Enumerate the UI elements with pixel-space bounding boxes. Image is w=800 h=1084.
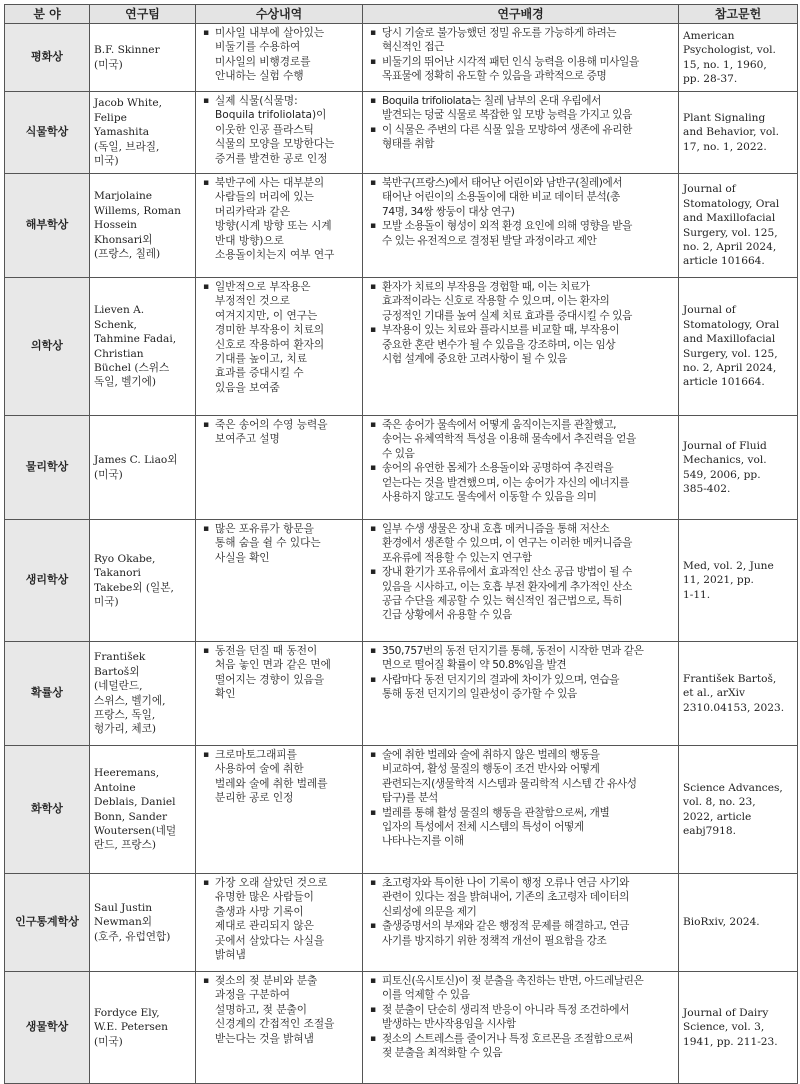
text-line: 소용돌이치는지 여부 연구 xyxy=(215,249,335,262)
table-row xyxy=(5,874,798,972)
award-cell xyxy=(196,642,363,746)
header-team: 연구팀 xyxy=(90,5,196,24)
bullet-list xyxy=(200,94,358,166)
bullet-item xyxy=(382,522,674,565)
bullet-list xyxy=(200,876,358,962)
text-line: 경미한 부작용이 치료의 xyxy=(215,324,325,337)
bullet-list xyxy=(367,748,674,849)
field-cell: 화학상 xyxy=(5,746,90,874)
text-line: 미국) xyxy=(94,595,119,608)
bullet-item xyxy=(382,673,674,702)
bullet-item xyxy=(382,55,674,84)
text-line: 탐구)를 분석 xyxy=(382,792,438,805)
table-row xyxy=(5,520,798,642)
research-table xyxy=(4,4,798,1084)
text-line: 곳에서 살았다는 사실을 xyxy=(215,934,325,947)
bullet-list xyxy=(200,522,358,565)
text-line: Stomatology, Oral xyxy=(683,318,780,331)
field-cell: 해부학상 xyxy=(5,174,90,278)
text-line: pp. 28-37. xyxy=(683,72,738,85)
bullet-list xyxy=(200,280,358,395)
text-line: Newman외 xyxy=(94,916,153,929)
text-line: et al., arXiv xyxy=(683,687,745,700)
text-line: 발견되는 덩굴 식물로 복잡한 잎 모방 능력을 가지고 있음 xyxy=(382,109,632,122)
bullet-item xyxy=(382,1032,674,1061)
text-line: 미사일의 비행경로를 xyxy=(215,55,311,68)
text-line: 비교하여, 활성 물질의 행동이 조건 반사와 어떻게 xyxy=(382,763,600,776)
text-line: Journal of Dairy xyxy=(683,1006,769,1019)
text-line: 사기를 방지하기 위한 정책적 개선이 필요함을 강조 xyxy=(382,934,607,947)
text-line: 혁신적인 접근 xyxy=(382,41,444,54)
text-line: no. 2, April 2024, xyxy=(683,240,777,253)
text-line: 1-11. xyxy=(683,588,711,601)
text-line: Fordyce Ely, xyxy=(94,1006,160,1019)
background-cell xyxy=(363,874,679,972)
text-line: František xyxy=(94,651,146,664)
text-line: 사용하여 술에 취한 xyxy=(215,763,304,776)
text-line: Journal of xyxy=(683,304,736,317)
text-line: 신호로 작용하여 환자의 xyxy=(215,338,325,351)
bullet-list xyxy=(367,974,674,1060)
text-line: 이를 억제할 수 있음 xyxy=(382,989,470,1002)
text-line: ▪ 장내 환기가 포유류에서 효과적인 산소 공급 방법이 될 수 xyxy=(382,566,632,579)
text-line: 사용하지 않고도 물속에서 이동할 수 있음을 의미 xyxy=(382,491,597,504)
team-cell xyxy=(90,24,196,92)
text-line: ▪ 실제 식물(식물명: xyxy=(215,95,298,107)
reference-cell xyxy=(679,416,798,520)
bullet-item xyxy=(382,748,674,806)
text-line: 부정적인 것으로 xyxy=(215,295,291,308)
text-line: Surgery, vol. 125, xyxy=(683,226,778,239)
text-line: 2022, article xyxy=(683,810,752,823)
text-line: ▪ 350,757번의 동전 던지기를 통해, 동전이 시작한 면과 같은 xyxy=(382,645,644,657)
text-line: BioRxiv, 2024. xyxy=(683,916,760,929)
text-line: 밝혀냄 xyxy=(215,949,246,962)
bullet-item xyxy=(215,522,358,565)
text-line: František Bartoš, xyxy=(683,672,777,685)
bullet-item xyxy=(382,94,674,123)
text-line: 17, no. 1, 2022. xyxy=(683,140,767,153)
text-line: Takanori xyxy=(94,567,141,580)
text-line: 비둘기를 수용하여 xyxy=(215,41,301,54)
header-award: 수상내역 xyxy=(196,5,363,24)
bullet-item xyxy=(382,974,674,1003)
text-line: Christian xyxy=(94,347,144,360)
text-line: ▪ 환자가 치료의 부작용을 경험할 때, 이는 치료가 xyxy=(382,281,590,293)
award-cell xyxy=(196,874,363,972)
reference-cell xyxy=(679,874,798,972)
bullet-list xyxy=(367,26,674,84)
text-line: 머리카락과 같은 xyxy=(215,205,291,218)
team-cell xyxy=(90,642,196,746)
text-line: 중요한 혼란 변수가 될 수 있음을 강조하며, 이는 임상 xyxy=(382,338,616,351)
text-line: 출생과 사망 기록이 xyxy=(215,905,304,918)
text-line: ▪ 초고령자와 특이한 나이 기록이 행정 오류나 연금 사기와 xyxy=(382,877,629,889)
text-line: and Maxillofacial xyxy=(683,212,776,225)
text-line: 란드, 프랑스) xyxy=(94,839,157,852)
text-line: ▪ 크로마토그래피를 xyxy=(215,749,297,761)
bullet-item xyxy=(215,644,358,702)
award-cell xyxy=(196,520,363,642)
table-row xyxy=(5,278,798,416)
text-line: ▪ 당시 기술로 불가능했던 정밀 유도를 가능하게 하려는 xyxy=(382,27,617,39)
background-cell xyxy=(363,520,679,642)
bullet-list xyxy=(200,176,358,262)
text-line: Tahmine Fadai, xyxy=(94,333,177,346)
bullet-item xyxy=(215,748,358,806)
text-line: 헝가리, 체코) xyxy=(94,723,157,736)
text-line: 확인 xyxy=(215,688,236,701)
text-line: 보여주고 설명 xyxy=(215,433,280,446)
reference-cell xyxy=(679,520,798,642)
text-line: 독일, 벨기에) xyxy=(94,376,157,389)
text-line: 여겨지지만, 이 연구는 xyxy=(215,309,318,322)
table-row xyxy=(5,174,798,278)
text-line: ▪ 벌레를 통해 활성 물질의 행동을 관찰함으로써, 개별 xyxy=(382,806,610,819)
text-line: 효과를 증대시킬 수 xyxy=(215,367,304,380)
text-line: 385-402. xyxy=(683,482,731,495)
text-line: 분리한 공로 인정 xyxy=(215,792,294,805)
text-line: 긍정적인 기대를 높여 실제 치료 효과를 증대시킬 수 있음 xyxy=(382,309,632,322)
bullet-item xyxy=(382,565,674,623)
bullet-list xyxy=(367,94,674,152)
team-cell xyxy=(90,174,196,278)
bullet-item xyxy=(382,280,674,323)
text-line: W.E. Petersen xyxy=(94,1021,168,1034)
bullet-item xyxy=(382,123,674,152)
text-line: 이웃한 인공 플라스틱 xyxy=(215,123,314,136)
reference-cell xyxy=(679,92,798,174)
bullet-item xyxy=(215,176,358,262)
text-line: and Behavior, vol. xyxy=(683,126,779,139)
text-line: Stomatology, Oral xyxy=(683,197,780,210)
text-line: 방향(시계 방향 또는 시계 xyxy=(215,220,332,233)
text-line: 목표물에 정확히 유도할 수 있음을 과학적으로 증명 xyxy=(382,70,607,83)
text-line: (호주, 유럽연합) xyxy=(94,930,171,943)
award-cell xyxy=(196,746,363,874)
bullet-item xyxy=(215,974,358,1046)
text-line: Boquila trifoliolata)이 xyxy=(215,109,327,122)
reference-cell xyxy=(679,24,798,92)
text-line: ▪ 젖소의 스트레스를 줄이거나 특정 호르몬을 조절함으로써 xyxy=(382,1032,633,1045)
text-line: 설명하고, 젖 분출이 xyxy=(215,1003,307,1016)
text-line: Büchel (스위스 xyxy=(94,361,170,374)
team-cell xyxy=(90,416,196,520)
bullet-list xyxy=(367,522,674,623)
award-cell xyxy=(196,972,363,1084)
text-line: 관련이 있다는 점을 밝혀내어, 기존의 초고령자 데이터의 xyxy=(382,891,629,904)
reference-cell xyxy=(679,174,798,278)
bullet-item xyxy=(215,876,358,962)
bullet-item xyxy=(382,644,674,673)
text-line: Hossein xyxy=(94,219,137,232)
text-line: 안내하는 실험 수행 xyxy=(215,70,304,83)
background-cell xyxy=(363,416,679,520)
text-line: James C. Liao외 xyxy=(94,454,178,467)
text-line: ▪ 미사일 내부에 살아있는 xyxy=(215,27,325,39)
text-line: 면으로 떨어질 확률이 약 50.8%임을 발견 xyxy=(382,659,567,672)
text-line: 발생하는 반사작용임을 시사함 xyxy=(382,1018,516,1031)
text-line: ▪ 송어의 유연한 몸체가 소용돌이와 공명하여 추진력을 xyxy=(382,462,614,475)
text-line: Woutersen(네덜 xyxy=(94,824,177,837)
text-line: 제대로 관리되지 않은 xyxy=(215,920,314,933)
text-line: Schenk, xyxy=(94,318,137,331)
text-line: ▪ 젖 분출이 단순히 생리적 반응이 아니라 특정 조건하에서 xyxy=(382,1003,629,1016)
text-line: 젖 분출을 최적화할 수 있음 xyxy=(382,1047,503,1060)
reference-cell xyxy=(679,278,798,416)
field-cell: 식물학상 xyxy=(5,92,90,174)
text-line: 효과적이라는 신호로 작용할 수 있으며, 이는 환자의 xyxy=(382,295,610,308)
text-line: 관련되는지(생물학적 시스템과 물리학적 시스템 간 유사성 xyxy=(382,777,637,790)
text-line: American xyxy=(683,29,735,42)
team-cell xyxy=(90,874,196,972)
text-line: Saul Justin xyxy=(94,901,153,914)
text-line: article 101664. xyxy=(683,376,765,389)
team-cell xyxy=(90,520,196,642)
text-line: 얻는다는 것을 발견했으며, 이는 송어가 자신의 에너지를 xyxy=(382,476,629,489)
team-cell xyxy=(90,92,196,174)
text-line: 형태를 취함 xyxy=(382,138,435,151)
background-cell xyxy=(363,972,679,1084)
field-cell: 생물학상 xyxy=(5,972,90,1084)
award-cell xyxy=(196,416,363,520)
table-row xyxy=(5,642,798,746)
text-line: 긴급 상황에서 유용할 수 있음 xyxy=(382,609,512,622)
text-line: 사실을 확인 xyxy=(215,551,270,564)
text-line: 74명, 34쌍 쌍둥이 대상 연구) xyxy=(382,205,515,218)
text-line: 증거를 발견한 공로 인정 xyxy=(215,152,328,165)
text-line: Deblais, Daniel xyxy=(94,796,176,809)
text-line: 15, no. 1, 1960, xyxy=(683,58,767,71)
text-line: Journal of xyxy=(683,183,736,196)
bullet-item xyxy=(382,323,674,366)
text-line: ▪ 젖소의 젖 분비와 분출 xyxy=(215,975,318,987)
text-line: 포유류에 적용할 수 있는지 연구함 xyxy=(382,551,532,564)
background-cell xyxy=(363,278,679,416)
text-line: 식물의 모양을 모방한다는 xyxy=(215,138,335,151)
text-line: 기대를 높이고, 치료 xyxy=(215,353,307,366)
bullet-item xyxy=(382,26,674,55)
text-line: (독일, 브라질, xyxy=(94,140,160,153)
text-line: Science, vol. 3, xyxy=(683,1021,765,1034)
text-line: Mechanics, vol. xyxy=(683,454,767,467)
header-row xyxy=(5,5,798,24)
text-line: 549, 2006, pp. xyxy=(683,468,761,481)
text-line: (미국) xyxy=(94,1035,123,1048)
award-cell xyxy=(196,92,363,174)
text-line: 신뢰성에 의문을 제기 xyxy=(382,905,477,918)
text-line: (네덜란드, xyxy=(94,680,143,693)
bullet-item xyxy=(382,219,674,248)
text-line: Science Advances, xyxy=(683,781,783,794)
text-line: ▪ 부작용이 있는 치료와 플라시보를 비교할 때, 부작용이 xyxy=(382,324,620,337)
text-line: Jacob White, xyxy=(94,97,163,110)
text-line: Heeremans, xyxy=(94,767,160,780)
text-line: 있음을 시사하고, 이는 호흡 부전 환자에게 추가적인 산소 xyxy=(382,580,632,593)
bullet-item xyxy=(382,1003,674,1032)
text-line: ▪ 일부 수생 생물은 장내 호흡 메커니즘을 통해 저산소 xyxy=(382,523,610,535)
text-line: ▪ 죽은 송어가 물속에서 어떻게 움직이는지를 관찰했고, xyxy=(382,419,617,431)
text-line: Bonn, Sander xyxy=(94,810,168,823)
reference-cell xyxy=(679,746,798,874)
bullet-item xyxy=(215,418,358,447)
text-line: Felipe xyxy=(94,111,127,124)
text-line: 2310.04153, 2023. xyxy=(683,701,785,714)
bullet-list xyxy=(367,176,674,248)
text-line: 입자의 특성에서 전체 시스템의 특성이 어떻게 xyxy=(382,821,584,834)
bullet-item xyxy=(382,461,674,504)
text-line: ▪ 모발 소용돌이 형성이 외적 환경 요인에 의해 영향을 받을 xyxy=(382,220,632,233)
text-line: Marjolaine xyxy=(94,190,153,203)
field-cell: 의학상 xyxy=(5,278,90,416)
bullet-list xyxy=(367,876,674,948)
text-line: (프랑스, 칠레) xyxy=(94,248,161,261)
table-row xyxy=(5,972,798,1084)
text-line: 태어난 어린이의 소용돌이에 대한 비교 데이터 분석(총 xyxy=(382,191,620,204)
text-line: and Maxillofacial xyxy=(683,333,776,346)
text-line: 프랑스, 독일, xyxy=(94,708,156,721)
text-line: 환경에서 생존할 수 있으며, 이 연구는 이러한 메커니즘을 xyxy=(382,537,632,550)
bullet-item xyxy=(382,876,674,919)
text-line: 반대 방향)으로 xyxy=(215,234,284,247)
table-body xyxy=(5,24,798,1084)
award-cell xyxy=(196,174,363,278)
text-line: eabj7918. xyxy=(683,824,736,837)
background-cell xyxy=(363,24,679,92)
bullet-list xyxy=(200,974,358,1046)
bullet-item xyxy=(382,919,674,948)
text-line: 과정을 구분하여 xyxy=(215,989,291,1002)
text-line: article 101664. xyxy=(683,255,765,268)
reference-cell xyxy=(679,972,798,1084)
text-line: Psychologist, vol. xyxy=(683,44,776,57)
text-line: (미국) xyxy=(94,58,123,71)
text-line: ▪ 비둘기의 뛰어난 시각적 패턴 인식 능력을 이용해 미사일을 xyxy=(382,55,639,68)
text-line: vol. 8, no. 23, xyxy=(683,796,756,809)
bullet-item xyxy=(215,26,358,84)
header-field: 분 야 xyxy=(5,5,90,24)
text-line: Khonsari외 xyxy=(94,233,153,246)
text-line: 유명한 많은 사람들이 xyxy=(215,891,314,904)
field-cell: 생리학상 xyxy=(5,520,90,642)
text-line: ▪ 가장 오래 살았던 것으로 xyxy=(215,877,328,889)
text-line: 통해 숨을 쉴 수 있다는 xyxy=(215,537,321,550)
text-line: (미국) xyxy=(94,468,123,481)
text-line: Journal of Fluid xyxy=(683,439,767,452)
text-line: 11, 2021, pp. xyxy=(683,574,754,587)
text-line: ▪ 동전을 던질 때 동전이 xyxy=(215,645,318,657)
bullet-list xyxy=(200,748,358,806)
team-cell xyxy=(90,972,196,1084)
text-line: 받는다는 것을 밝혀냄 xyxy=(215,1032,314,1045)
text-line: 있음을 보여줌 xyxy=(215,381,280,394)
background-cell xyxy=(363,642,679,746)
award-cell xyxy=(196,278,363,416)
bullet-item xyxy=(215,280,358,395)
text-line: 떨어지는 경향이 있음을 xyxy=(215,673,325,686)
reference-cell xyxy=(679,642,798,746)
text-line: 나타나는지를 이해 xyxy=(382,835,464,848)
field-cell: 확률상 xyxy=(5,642,90,746)
award-cell xyxy=(196,24,363,92)
text-line: Ryo Okabe, xyxy=(94,552,156,565)
header-background: 연구배경 xyxy=(363,5,679,24)
text-line: Antoine xyxy=(94,781,136,794)
background-cell xyxy=(363,92,679,174)
text-line: Med, vol. 2, June xyxy=(683,559,774,572)
text-line: 신경계의 간접적인 조절을 xyxy=(215,1018,335,1031)
text-line: ▪ 많은 포유류가 항문을 xyxy=(215,523,314,535)
text-line: 벌레와 술에 취한 벌레를 xyxy=(215,777,328,790)
text-line: Takebe외 (일본, xyxy=(94,581,174,594)
text-line: ▪ 이 식물은 주변의 다른 식물 잎을 모방하여 생존에 유리한 xyxy=(382,123,632,136)
text-line: 스위스, 벨기에, xyxy=(94,694,166,707)
text-line: Surgery, vol. 125, xyxy=(683,347,778,360)
text-line: 시험 설계에 중요한 고려사항이 될 수 있음 xyxy=(382,353,567,366)
text-line: ▪ 북반구(프랑스)에서 태어난 어린이와 남반구(칠레)에서 xyxy=(382,177,623,189)
bullet-list xyxy=(367,644,674,702)
header-reference: 참고문헌 xyxy=(679,5,798,24)
field-cell: 물리학상 xyxy=(5,416,90,520)
text-line: 공급 수단을 제공할 수 있는 혁신적인 접근법으로, 특히 xyxy=(382,595,623,608)
text-line: 사람들의 머리에 있는 xyxy=(215,191,314,204)
table-row xyxy=(5,416,798,520)
text-line: ▪ 사람마다 동전 던지기의 결과에 차이가 있으며, 연습을 xyxy=(382,673,620,686)
text-line: 처음 놓인 면과 같은 면에 xyxy=(215,659,331,672)
text-line: B.F. Skinner xyxy=(94,44,160,57)
bullet-item xyxy=(215,94,358,166)
text-line: 미국) xyxy=(94,155,119,168)
table-row xyxy=(5,92,798,174)
text-line: Yamashita xyxy=(94,126,150,139)
text-line: ▪ Boquila trifoliolata는 칠레 남부의 온대 우림에서 xyxy=(382,95,601,107)
text-line: Bartoš외 xyxy=(94,665,140,678)
bullet-list xyxy=(200,418,358,447)
text-line: ▪ 일반적으로 부작용은 xyxy=(215,281,311,293)
table-row xyxy=(5,746,798,874)
background-cell xyxy=(363,174,679,278)
text-line: Plant Signaling xyxy=(683,111,766,124)
table-row xyxy=(5,24,798,92)
text-line: 수 있음 xyxy=(382,447,415,460)
bullet-list xyxy=(367,418,674,504)
bullet-item xyxy=(382,176,674,219)
team-cell xyxy=(90,278,196,416)
text-line: Lieven A. xyxy=(94,304,145,317)
text-line: ▪ 북반구에 사는 대부분의 xyxy=(215,177,325,189)
bullet-item xyxy=(382,806,674,849)
text-line: ▪ 피토신(옥시토신)이 젖 분출을 촉진하는 반면, 아드레날린은 xyxy=(382,975,644,987)
field-cell: 인구통계학상 xyxy=(5,874,90,972)
field-cell: 평화상 xyxy=(5,24,90,92)
text-line: ▪ 출생증명서의 부재와 같은 행정적 문제를 해결하고, 연금 xyxy=(382,920,629,933)
text-line: ▪ 죽은 송어의 수영 능력을 xyxy=(215,419,328,431)
bullet-item xyxy=(382,418,674,461)
text-line: 1941, pp. 211-23. xyxy=(683,1035,778,1048)
team-cell xyxy=(90,746,196,874)
text-line: 수 있는 유전적으로 결정된 발달 과정이라고 제안 xyxy=(382,234,597,247)
background-cell xyxy=(363,746,679,874)
text-line: 송어는 유체역학적 특성을 이용해 물속에서 추진력을 얻을 xyxy=(382,433,636,446)
text-line: 통해 동전 던지기의 일관성이 증가할 수 있음 xyxy=(382,688,577,701)
text-line: no. 2, April 2024, xyxy=(683,361,777,374)
bullet-list xyxy=(200,26,358,84)
bullet-list xyxy=(367,280,674,366)
text-line: ▪ 술에 취한 벌레와 술에 취하지 않은 벌레의 행동을 xyxy=(382,749,600,761)
text-line: Willems, Roman xyxy=(94,204,181,217)
bullet-list xyxy=(200,644,358,702)
